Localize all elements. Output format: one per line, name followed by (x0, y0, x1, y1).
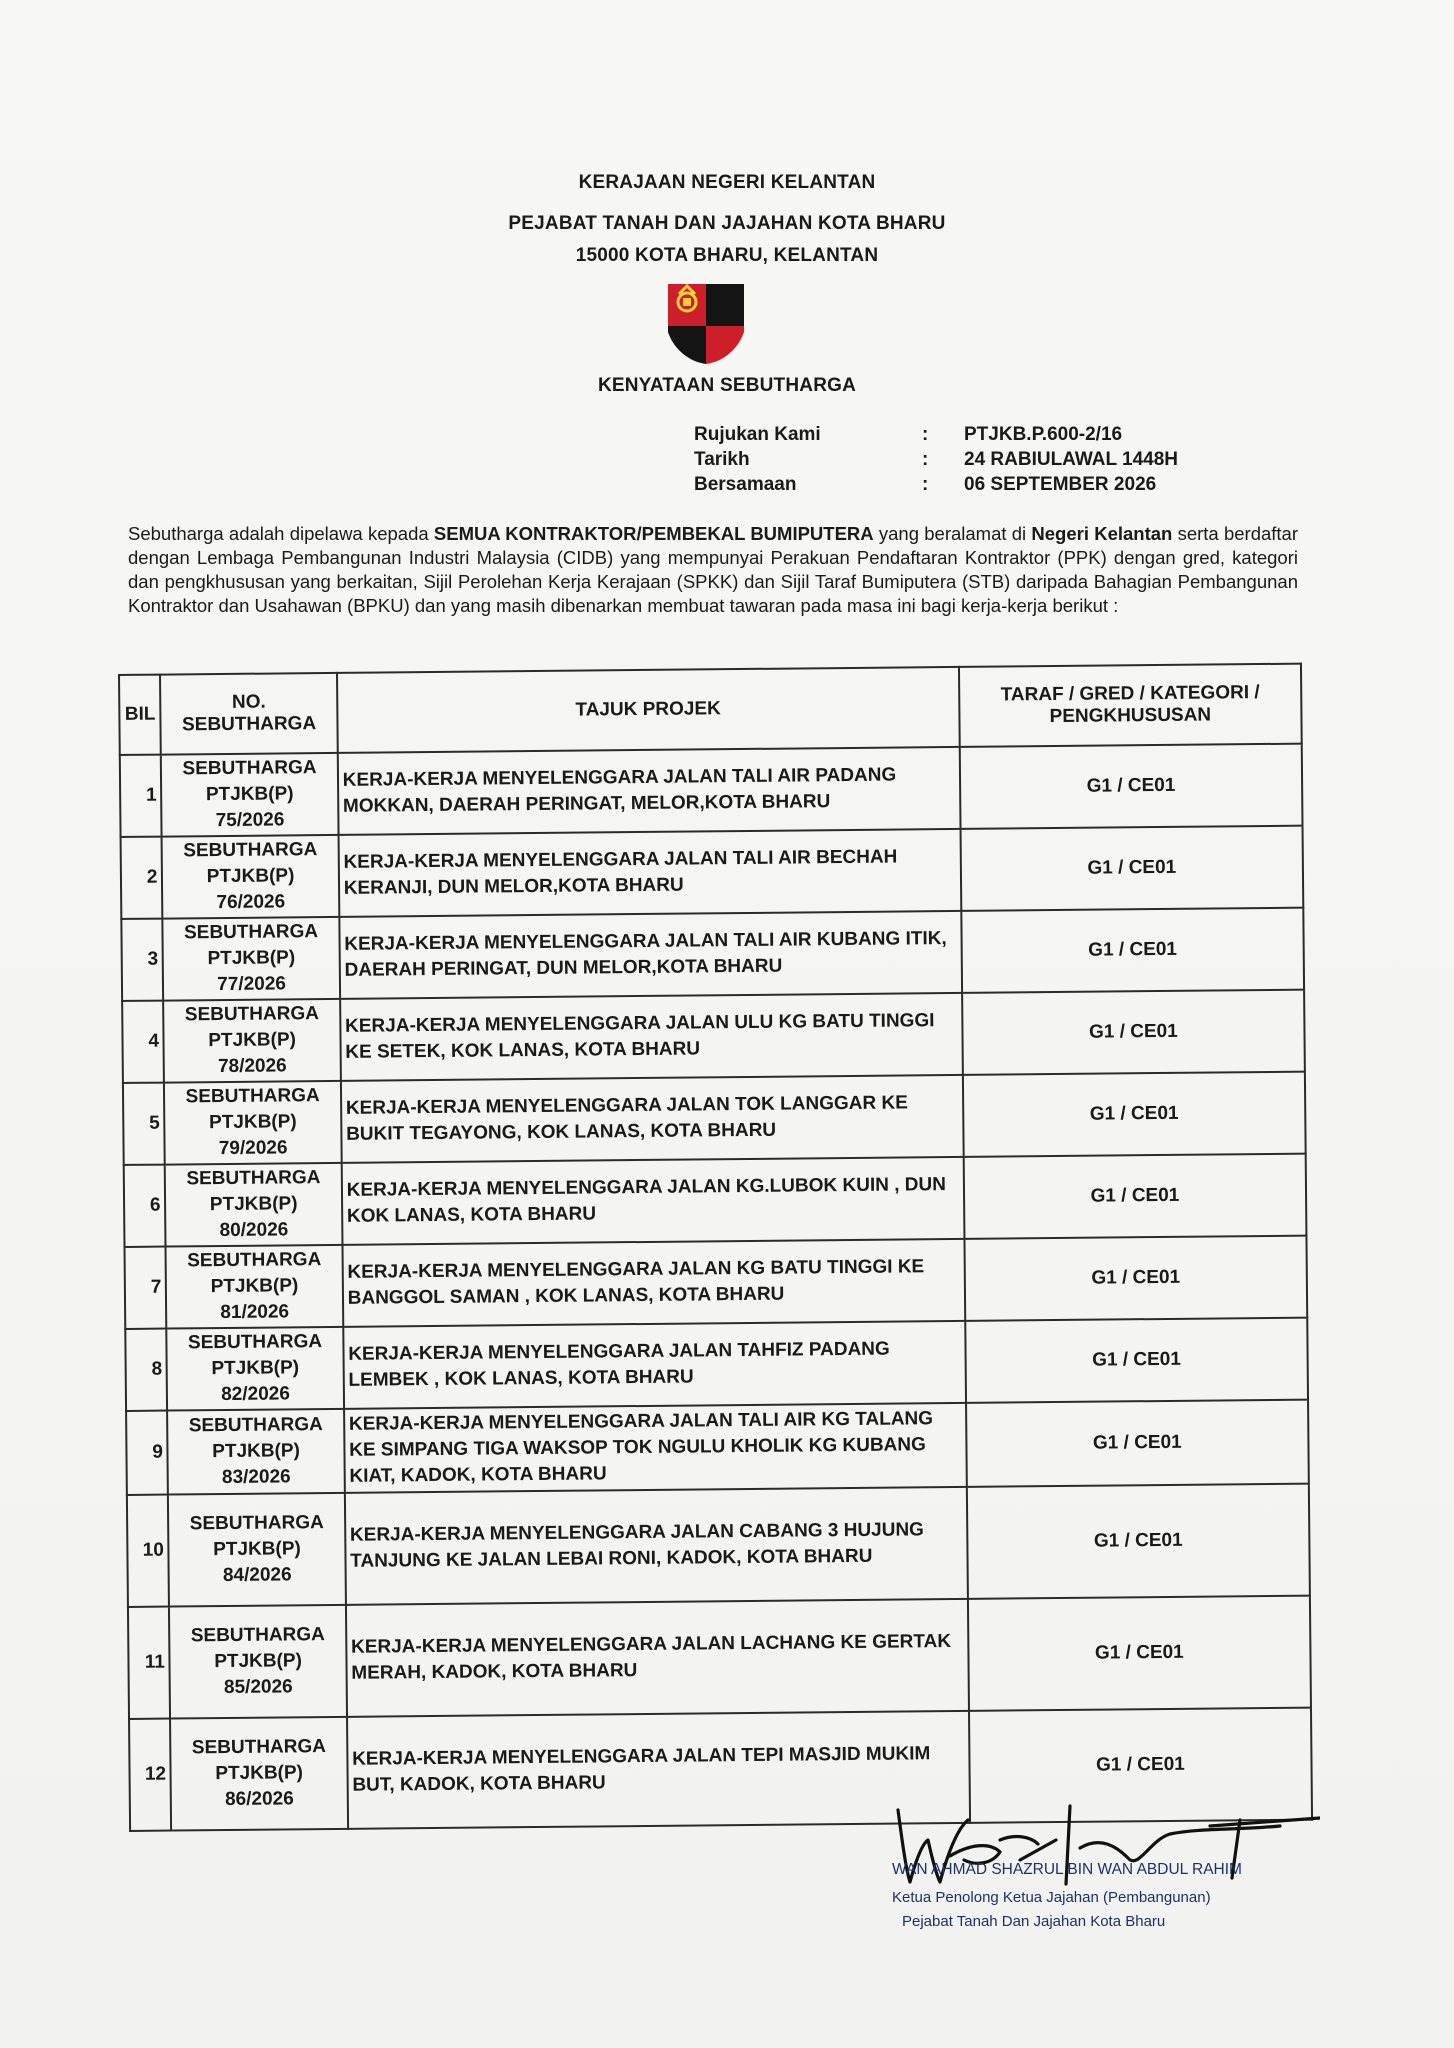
reference-row (694, 424, 1294, 449)
header-bil: BIL (119, 675, 161, 755)
reference-value: PTJKB.P.600-2/16 (964, 424, 1123, 445)
quotation-number-line: 79/2026 (218, 1137, 288, 1160)
row-bil: 10 (127, 1495, 170, 1607)
quotation-number-line: 85/2026 (223, 1676, 293, 1699)
quotation-number-line: SEBUTHARGA (191, 1736, 327, 1759)
quotation-number-line: PTJKB(P) (208, 1029, 297, 1052)
table-row (121, 908, 1304, 1001)
table-header-row (119, 664, 1302, 755)
row-no-sebutharga (168, 1493, 345, 1607)
quotation-number-line: PTJKB(P) (207, 947, 296, 970)
gregorian-date-value: 06 SEPTEMBER 2026 (964, 474, 1157, 495)
quotation-number-line: PTJKB(P) (206, 865, 295, 888)
row-bil: 9 (126, 1411, 168, 1495)
table-row (128, 1596, 1311, 1719)
signatory-name: WAN AHMAD SHAZRUL BIN WAN ABDUL RAHIM (892, 1861, 1242, 1878)
row-no-sebutharga (170, 1717, 347, 1831)
row-taraf: G1 / CE01 (967, 1484, 1310, 1599)
quotation-number-line: 78/2026 (217, 1055, 287, 1078)
table-row (125, 1236, 1308, 1329)
row-tajuk-projek: KERJA-KERJA MENYELENGGARA JALAN TAHFIZ PADANG LEMBEK , KOK LANAS, KOTA BHARU (343, 1321, 966, 1409)
row-tajuk-projek: KERJA-KERJA MENYELENGGARA JALAN TEPI MASJID MUKIM BUT, KADOK, KOTA BHARU (347, 1711, 970, 1829)
header-tajuk-projek: TAJUK PROJEK (337, 667, 960, 753)
date-row (694, 449, 1294, 474)
row-taraf: G1 / CE01 (969, 1708, 1312, 1823)
row-bil: 4 (122, 1001, 164, 1083)
row-bil: 8 (125, 1329, 167, 1411)
row-bil: 12 (129, 1719, 172, 1831)
row-tajuk-projek: KERJA-KERJA MENYELENGGARA JALAN ULU KG BATU TINGGI KE SETEK, KOK LANAS, KOTA BHARU (340, 993, 963, 1081)
row-bil: 11 (128, 1607, 171, 1719)
row-bil: 7 (125, 1247, 167, 1329)
quotation-number-line: PTJKB(P) (209, 1193, 298, 1216)
row-taraf: G1 / CE01 (961, 908, 1304, 993)
quotation-number-line: 75/2026 (215, 809, 285, 832)
reference-block (694, 424, 1294, 499)
quotation-number-line: PTJKB(P) (205, 783, 294, 806)
kelantan-crest-icon (666, 282, 746, 366)
signatory-office: Pejabat Tanah Dan Jajahan Kota Bharu (902, 1913, 1166, 1930)
intro-bold-state: Negeri Kelantan (1031, 523, 1173, 544)
row-tajuk-projek: KERJA-KERJA MENYELENGGARA JALAN TALI AIR KG TALANG KE SIMPANG TIGA WAKSOP TOK NGULU KHOLIK KG KUBANG KIAT, KADOK, KOTA BHARU (344, 1403, 967, 1493)
row-tajuk-projek: KERJA-KERJA MENYELENGGARA JALAN TOK LANGGAR KE BUKIT TEGAYONG, KOK LANAS, KOTA BHARU (341, 1075, 964, 1163)
quotation-number-line: 80/2026 (219, 1219, 289, 1242)
row-taraf: G1 / CE01 (960, 826, 1303, 911)
row-no-sebutharga (164, 1081, 341, 1165)
row-taraf: G1 / CE01 (963, 1154, 1306, 1239)
quotation-number-line: PTJKB(P) (212, 1440, 300, 1463)
quotation-number-line: PTJKB(P) (213, 1538, 301, 1561)
quotation-number-line: SEBUTHARGA (184, 1003, 319, 1026)
intro-bold-contractors: SEMUA KONTRAKTOR/PEMBEKAL BUMIPUTERA (433, 523, 874, 544)
table-row (126, 1400, 1309, 1495)
quotation-number-line: PTJKB(P) (210, 1275, 299, 1298)
row-bil: 5 (123, 1083, 165, 1165)
row-no-sebutharga (164, 999, 341, 1083)
row-tajuk-projek: KERJA-KERJA MENYELENGGARA JALAN LACHANG KE GERTAK MERAH, KADOK, KOTA BHARU (346, 1599, 969, 1717)
table-body (120, 744, 1312, 1831)
equivalent-date-colon: : (922, 474, 929, 495)
table-row (122, 990, 1305, 1083)
row-bil: 1 (120, 755, 162, 837)
quotation-number-line: SEBUTHARGA (187, 1331, 323, 1354)
header-taraf: TARAF / GRED / KATEGORI / PENGKHUSUSAN (959, 664, 1302, 747)
quotation-number-line: 82/2026 (221, 1383, 290, 1406)
reference-colon: : (922, 424, 929, 445)
row-tajuk-projek: KERJA-KERJA MENYELENGGARA JALAN KG BATU TINGGI KE BANGGOL SAMAN , KOK LANAS, KOTA BHARU (342, 1239, 965, 1327)
state-government-heading: KERAJAAN NEGERI KELANTAN (578, 172, 876, 193)
quotation-table (118, 663, 1313, 1832)
row-taraf: G1 / CE01 (965, 1318, 1308, 1403)
table-row (120, 744, 1303, 837)
equivalent-date-label: Bersamaan (694, 474, 797, 495)
office-heading: PEJABAT TANAH DAN JAJAHAN KOTA BHARU (508, 213, 946, 234)
quotation-number-line: 84/2026 (222, 1564, 292, 1587)
row-no-sebutharga (167, 1327, 344, 1411)
reference-label: Rujukan Kami (694, 424, 821, 445)
row-no-sebutharga (168, 1409, 345, 1495)
row-tajuk-projek: KERJA-KERJA MENYELENGGARA JALAN CABANG 3 HUJUNG TANJUNG KE JALAN LEBAI RONI, KADOK, KOTA BHARU (345, 1487, 968, 1605)
intro-text-3: serta berdaftar dengan Lembaga Pembangunan Industri Malaysia (CIDB) yang mempunyai Perakuan Pendaftaran Kontraktor (PPK) dengan gred, kategori dan pengkhususan yang berkaitan, Sijil Perolehan Kerja Kerajaan (SPKK) dan Sijil Taraf Bumiputera (STB) daripada Bahagian Pembangunan Kontraktor dan Usahawan (BPKU) dan yang masih dibenarkan membuat tawaran pada masa ini bagi kerja-kerja berikut : (128, 523, 1299, 616)
office-address: 15000 KOTA BHARU, KELANTAN (575, 245, 879, 266)
date-label: Tarikh (694, 449, 750, 470)
quotation-number-line: SEBUTHARGA (182, 757, 317, 780)
table-row (124, 1154, 1307, 1247)
invitation-paragraph (128, 522, 1298, 618)
intro-text-1: Sebutharga adalah dipelawa kepada (128, 523, 434, 544)
row-no-sebutharga (162, 835, 339, 919)
quotation-number-line: PTJKB(P) (208, 1111, 297, 1134)
row-tajuk-projek: KERJA-KERJA MENYELENGGARA JALAN KG.LUBOK KUIN , DUN KOK LANAS, KOTA BHARU (341, 1157, 964, 1245)
row-no-sebutharga (166, 1245, 343, 1329)
document-title: KENYATAAN SEBUTHARGA (597, 375, 857, 396)
row-tajuk-projek: KERJA-KERJA MENYELENGGARA JALAN TALI AIR KUBANG ITIK, DAERAH PERINGAT, DUN MELOR,KOTA BHARU (339, 911, 962, 999)
quotation-number-line: 83/2026 (221, 1466, 291, 1489)
hijri-date-value: 24 RABIULAWAL 1448H (964, 449, 1178, 470)
row-taraf: G1 / CE01 (966, 1400, 1309, 1487)
quotation-number-line: PTJKB(P) (215, 1762, 304, 1785)
table-row (121, 826, 1304, 919)
row-no-sebutharga (163, 917, 340, 1001)
row-taraf: G1 / CE01 (964, 1236, 1307, 1321)
row-no-sebutharga (165, 1163, 342, 1247)
row-tajuk-projek: KERJA-KERJA MENYELENGGARA JALAN TALI AIR PADANG MOKKAN, DAERAH PERINGAT, MELOR,KOTA BHARU (337, 747, 960, 835)
row-taraf: G1 / CE01 (963, 1072, 1306, 1157)
table-row (123, 1072, 1306, 1165)
quotation-number-line: 81/2026 (220, 1301, 290, 1324)
row-no-sebutharga (161, 753, 338, 837)
signatory-position: Ketua Penolong Ketua Jajahan (Pembangunan) (892, 1889, 1211, 1906)
quotation-number-line: 77/2026 (217, 973, 287, 996)
quotation-number-line: SEBUTHARGA (188, 1414, 323, 1437)
row-bil: 6 (124, 1165, 166, 1247)
table-row (127, 1484, 1310, 1607)
row-bil: 3 (121, 919, 163, 1001)
quotation-number-line: SEBUTHARGA (185, 1085, 320, 1108)
quotation-number-line: SEBUTHARGA (189, 1512, 324, 1535)
row-tajuk-projek: KERJA-KERJA MENYELENGGARA JALAN TALI AIR BECHAH KERANJI, DUN MELOR,KOTA BHARU (338, 829, 961, 917)
quotation-number-line: SEBUTHARGA (187, 1249, 322, 1272)
quotation-number-line: SEBUTHARGA (183, 921, 319, 944)
quotation-number-line: SEBUTHARGA (183, 839, 318, 862)
equivalent-date-row (694, 474, 1294, 499)
row-taraf: G1 / CE01 (962, 990, 1305, 1075)
quotation-number-line: 86/2026 (224, 1788, 294, 1811)
row-taraf: G1 / CE01 (960, 744, 1303, 829)
row-bil: 2 (121, 837, 163, 919)
intro-text-2: yang beralamat di (873, 523, 1032, 544)
quotation-number-line: PTJKB(P) (214, 1650, 302, 1673)
quotation-number-line: SEBUTHARGA (190, 1624, 325, 1647)
date-colon: : (922, 449, 929, 470)
quotation-number-line: SEBUTHARGA (186, 1167, 321, 1190)
header-no-sebutharga: NO. SEBUTHARGA (160, 673, 337, 755)
row-taraf: G1 / CE01 (968, 1596, 1311, 1711)
quotation-number-line: 76/2026 (216, 891, 286, 914)
quotation-number-line: PTJKB(P) (211, 1357, 300, 1380)
table-row (125, 1318, 1308, 1411)
row-no-sebutharga (169, 1605, 346, 1719)
